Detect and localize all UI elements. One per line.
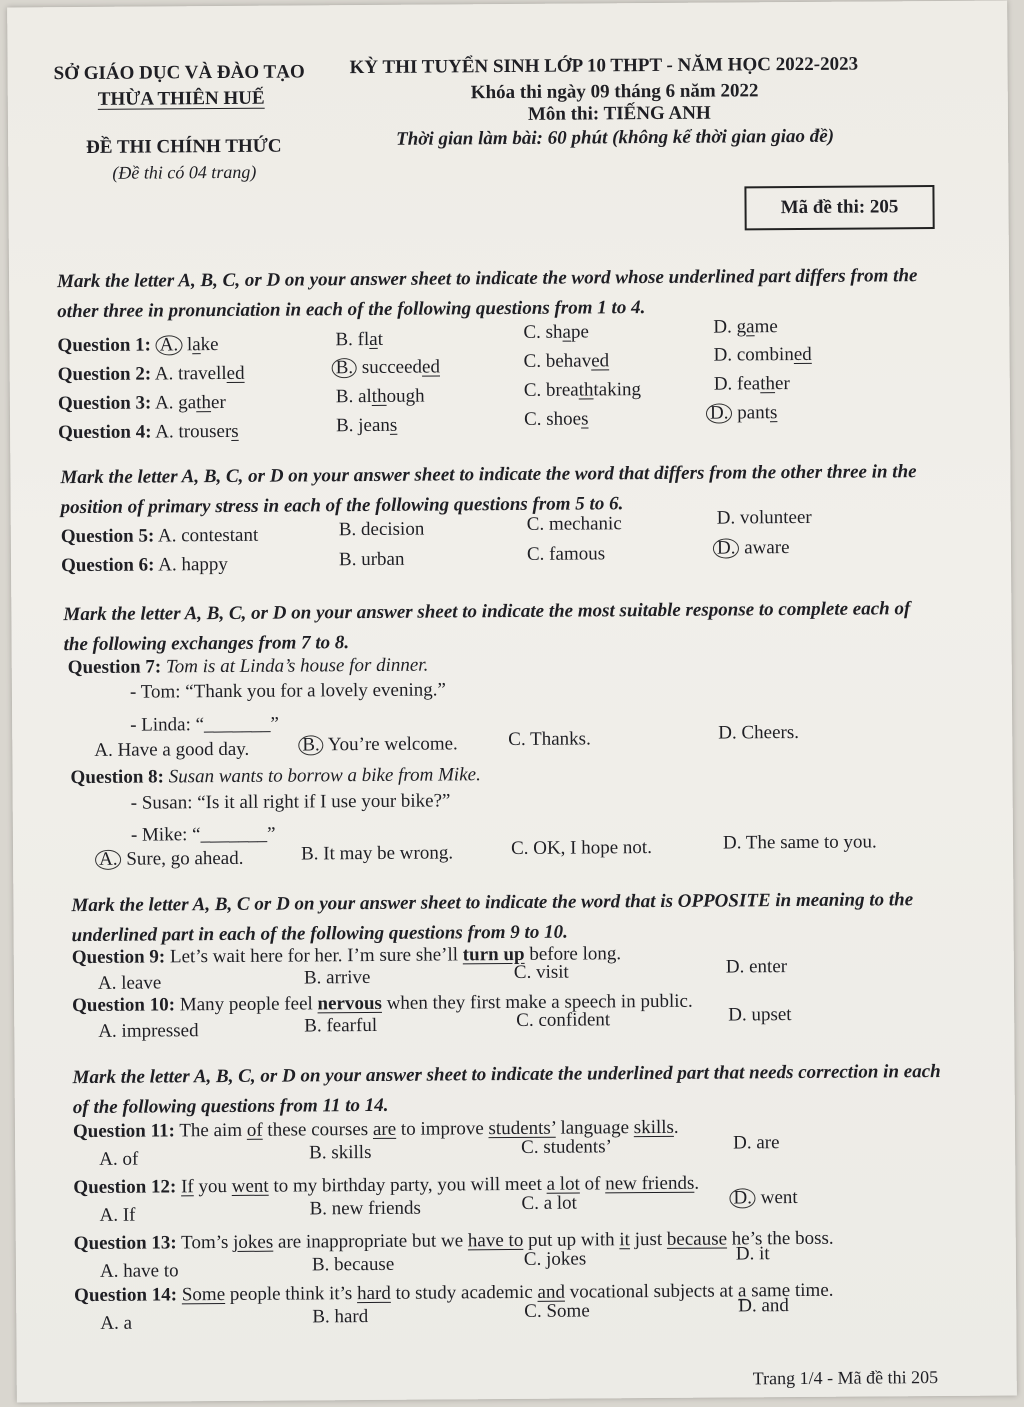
q7-option-d: D. Cheers.: [718, 721, 800, 744]
q9-option-c: C. visit: [513, 961, 569, 983]
q12-option-b: B. new friends: [309, 1197, 421, 1220]
q13-option-d: D. it: [735, 1243, 770, 1265]
q10-option-d: D. upset: [728, 1004, 792, 1026]
q2-option-c: C. behaved: [523, 350, 610, 372]
q8-dialogue-mike: - Mike: “_______”: [130, 823, 276, 846]
exam-code-box: Mã đề thi: 205: [744, 185, 934, 230]
question-6: Question 6: A. happy: [60, 553, 228, 577]
question-14: Question 14: Some people think it’s hard to study academic and vocational subjects at a same time.: [74, 1279, 834, 1307]
q4-option-b: B. jeans: [335, 414, 398, 437]
q11-option-c: C. students’: [521, 1136, 612, 1158]
question-2: Question 2: A. travelled: [57, 362, 245, 386]
q5-option-d: D. volunteer: [716, 506, 812, 529]
q4-option-d: D. pants: [706, 402, 778, 424]
q11-option-d: D. are: [733, 1132, 780, 1154]
q1-option-d: D. game: [713, 316, 778, 338]
question-12: Question 12: If you went to my birthday party, you will meet a lot of new friends.: [73, 1172, 700, 1199]
q7-option-b: B. You’re welcome.: [298, 733, 458, 756]
q11-option-b: B. skills: [309, 1141, 372, 1164]
answer-mark-circle: B.: [332, 358, 358, 378]
exam-duration: Thời gian làm bài: 60 phút (không kể thời gian giao đề): [395, 125, 835, 150]
exam-page: [7, 1, 1017, 1403]
q13-option-a: A. have to: [99, 1260, 179, 1282]
question-9: Question 9: Let’s wait here for her. I’m sure she’ll turn up before long.: [71, 943, 622, 969]
answer-mark-circle: D.: [706, 403, 733, 423]
exam-subject: Môn thi: TIẾNG ANH: [527, 102, 711, 125]
q7-dialogue-tom: - Tom: “Thank you for a lovely evening.”: [129, 679, 446, 703]
official-label: ĐỀ THI CHÍNH THỨC: [86, 135, 282, 158]
q7-dialogue-linda: - Linda: “_______”: [130, 713, 280, 736]
exam-title: KỲ THI TUYỂN SINH LỚP 10 THPT - NĂM HỌC 2022-2023: [349, 53, 859, 79]
q9-option-a: A. leave: [97, 972, 162, 994]
q4-option-c: C. shoes: [523, 408, 589, 430]
question-5: Question 5: A. contestant: [60, 524, 259, 548]
q5-option-b: B. decision: [338, 518, 425, 541]
q6-option-d: D. aware: [713, 537, 790, 560]
answer-mark-circle: D.: [713, 538, 740, 558]
answer-mark-circle: B.: [298, 735, 324, 755]
q13-option-c: C. jokes: [523, 1248, 587, 1270]
q6-option-b: B. urban: [338, 548, 405, 571]
section-instruction-pronunciation: Mark the letter A, B, C, or D on your answer sheet to indicate the word whose underlined part differs from the other three in pronunciation in each of the following questions from 1 to 4.: [56, 265, 918, 323]
q11-option-a: A. of: [99, 1148, 139, 1170]
question-11: Question 11: The aim of these courses are to improve students’ language skills.: [72, 1116, 679, 1143]
q13-option-b: B. because: [311, 1253, 395, 1276]
q14-option-c: C. Some: [524, 1300, 590, 1322]
section-instruction-stress: Mark the letter A, B, C, or D on your answer sheet to indicate the word that differs from the other three in the position of primary stress in each of the following questions from 5 to 6.: [60, 461, 917, 519]
question-7: Question 7: Tom is at Linda’s house for dinner.: [67, 654, 429, 679]
pages-note: (Đề thi có 04 trang): [112, 161, 257, 183]
question-10: Question 10: Many people feel nervous when they first make a speech in public.: [72, 990, 693, 1017]
q8-option-d: D. The same to you.: [722, 831, 877, 854]
department-name: SỞ GIÁO DỤC VÀ ĐÀO TẠO: [53, 61, 305, 85]
q7-option-c: C. Thanks.: [508, 728, 591, 751]
question-13: Question 13: Tom’s jokes are inappropriate but we have to put up with it just because he’s the boss.: [73, 1227, 834, 1255]
q12-option-d: D. went: [729, 1187, 797, 1209]
q10-option-a: A. impressed: [98, 1020, 199, 1042]
q12-option-c: C. a lot: [521, 1192, 577, 1214]
q12-option-a: A. If: [99, 1204, 136, 1226]
section-instruction-correction: Mark the letter A, B, C, or D on your answer sheet to indicate the underlined part that needs correction in each of the following questions from 11 to 14.: [72, 1061, 941, 1119]
question-1: Question 1: A. lake: [57, 334, 219, 357]
province-name: THỪA THIÊN HUẾ: [97, 87, 265, 110]
q9-option-b: B. arrive: [303, 966, 371, 989]
q9-option-d: D. enter: [725, 956, 788, 978]
q10-option-b: B. fearful: [304, 1014, 378, 1037]
answer-mark-circle: D.: [729, 1188, 756, 1208]
section-instruction-opposite: Mark the letter A, B, C or D on your answer sheet to indicate the word that is OPPOSITE in meaning to the underlined part in each of the following questions from 9 to 10.: [71, 889, 914, 947]
q8-option-a: A. Sure, go ahead.: [95, 848, 244, 871]
q3-option-d: D. feather: [713, 373, 790, 395]
q8-dialogue-susan: - Susan: “Is it all right if I use your bike?”: [130, 790, 451, 814]
question-3: Question 3: A. gather: [57, 391, 226, 415]
q1-option-c: C. shape: [523, 321, 589, 343]
q5-option-c: C. mechanic: [526, 513, 622, 535]
answer-mark-circle: A.: [95, 850, 122, 870]
q2-option-b: B. succeeded: [332, 356, 440, 379]
q7-option-a: A. Have a good day.: [94, 738, 250, 761]
q2-option-d: D. combined: [713, 343, 812, 366]
q3-option-b: B. although: [335, 385, 425, 408]
question-8: Question 8: Susan wants to borrow a bike from Mike.: [70, 764, 481, 789]
q14-option-b: B. hard: [312, 1306, 369, 1328]
answer-mark-circle: A.: [156, 335, 183, 355]
q1-option-b: B. flat: [335, 328, 384, 351]
q8-option-b: B. It may be wrong.: [300, 842, 454, 865]
section-instruction-response: Mark the letter A, B, C, or D on your answer sheet to indicate the most suitable response to complete each of the following exchanges from 7 to 8.: [63, 598, 911, 656]
exam-date: Khóa thi ngày 09 tháng 6 năm 2022: [470, 80, 759, 104]
q10-option-c: C. confident: [516, 1009, 611, 1031]
question-4: Question 4: A. trousers: [58, 420, 239, 444]
q14-option-d: D. and: [738, 1295, 789, 1317]
page-footer: Trang 1/4 - Mã đề thi 205: [752, 1367, 939, 1389]
q8-option-c: C. OK, I hope not.: [510, 837, 653, 860]
q14-option-a: A. a: [100, 1312, 133, 1334]
q6-option-c: C. famous: [526, 543, 606, 565]
q3-option-c: C. breathtaking: [523, 379, 642, 401]
